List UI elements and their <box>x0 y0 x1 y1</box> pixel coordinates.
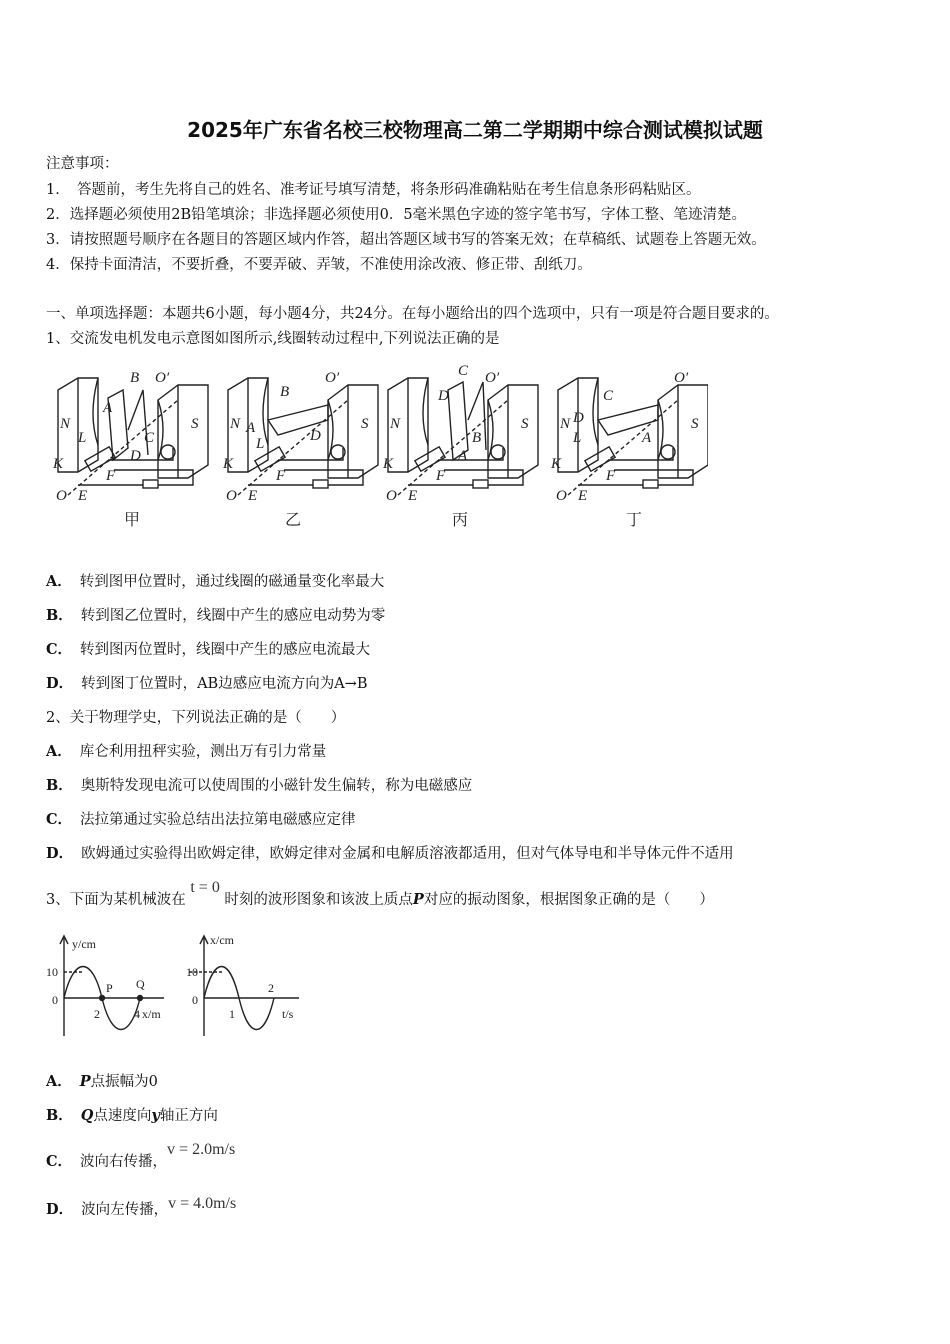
q2-option-c: C． 法拉第通过实验总结出法拉第电磁感应定律 <box>46 811 356 828</box>
svg-text:C: C <box>458 363 469 379</box>
svg-text:E: E <box>408 488 418 504</box>
section-heading: 一、单项选择题：本题共6小题，每小题4分，共24分。在每小题给出的四个选项中，只有一项是符合题目要求的。 <box>46 306 779 322</box>
figure-label: 乙 <box>285 512 302 529</box>
svg-text:F: F <box>436 468 446 484</box>
svg-text:C: C <box>603 388 614 404</box>
svg-text:F: F <box>276 468 286 484</box>
svg-text:B: B <box>280 384 290 400</box>
figure-label: 甲 <box>124 512 141 529</box>
wave-origin: 0 <box>52 993 58 1007</box>
svg-text:O: O <box>556 488 567 504</box>
notice-item: 2．选择题必须使用2B铅笔填涂；非选择题必须使用0．5毫米黑色字迹的签字笔书写，字体工整、笔迹清楚。 <box>46 207 747 223</box>
notice-item: 4．保持卡面清洁，不要折叠，不要弄破、弄皱，不准使用涂改液、修正带、刮纸刀。 <box>46 257 592 273</box>
svg-text:N: N <box>60 416 71 432</box>
figure-label: 丁 <box>626 512 643 529</box>
generator-panel-bing <box>388 378 538 495</box>
svg-text:L: L <box>573 430 582 446</box>
svg-text:D: D <box>438 388 449 404</box>
vib-amp: 10 <box>186 965 198 979</box>
svg-text:O′: O′ <box>674 370 689 386</box>
vib-ylabel: x/cm <box>210 933 234 947</box>
vib-tick: 1 <box>229 1007 235 1021</box>
svg-text:A: A <box>103 400 113 416</box>
q2-option-a: A． 库仑利用扭秤实验，测出万有引力常量 <box>46 743 327 760</box>
q3-option-d: D． 波向左传播，v = 4.0m/s <box>46 1195 237 1218</box>
svg-text:F: F <box>606 468 616 484</box>
svg-text:K: K <box>383 456 394 472</box>
q1-generator-figure <box>48 360 708 535</box>
svg-text:A: A <box>642 430 652 446</box>
svg-text:B: B <box>130 370 140 386</box>
q2-option-d: D． 欧姆通过实验得出欧姆定律，欧姆定律对金属和电解质溶液都适用，但对气体导电和半导体元件不适用 <box>46 845 734 862</box>
svg-text:N: N <box>390 416 401 432</box>
svg-text:F: F <box>106 468 116 484</box>
notice-heading: 注意事项： <box>46 156 119 172</box>
svg-text:O: O <box>226 488 237 504</box>
svg-text:C: C <box>144 430 155 446</box>
svg-text:O′: O′ <box>325 370 340 386</box>
q3-graphs <box>44 928 314 1043</box>
q1-option-d: D． 转到图丁位置时，AB边感应电流方向为A→B <box>46 675 368 692</box>
notice-item: 1． 答题前，考生先将自己的姓名、准考证号填写清楚，将条形码准确粘贴在考生信息条形码粘贴区。 <box>46 182 701 198</box>
svg-text:A: A <box>458 448 468 464</box>
q1-option-a: A． 转到图甲位置时，通过线圈的磁通量变化率最大 <box>46 573 385 590</box>
svg-text:D: D <box>130 448 141 464</box>
svg-text:L: L <box>78 430 87 446</box>
svg-text:L: L <box>256 436 265 452</box>
svg-text:D: D <box>573 410 584 426</box>
q1-option-b: B． 转到图乙位置时，线圈中产生的感应电动势为零 <box>46 607 386 624</box>
svg-text:N: N <box>230 416 241 432</box>
q3-option-a: A． P点振幅为0 <box>46 1073 158 1090</box>
q2-option-b: B． 奥斯特发现电流可以使周围的小磁针发生偏转，称为电磁感应 <box>46 777 473 794</box>
q2-stem: 2、关于物理学史，下列说法正确的是（ ） <box>46 710 346 726</box>
svg-text:K: K <box>53 456 64 472</box>
vib-xlabel: t/s <box>282 1007 294 1021</box>
q3-option-c: C． 波向右传播，v = 2.0m/s <box>46 1141 236 1170</box>
generator-panel-yi <box>228 378 378 495</box>
svg-text:K: K <box>551 456 562 472</box>
q1-stem: 1、交流发电机发电示意图如图所示,线圈转动过程中,下列说法正确的是 <box>46 331 500 347</box>
svg-text:E: E <box>578 488 588 504</box>
q3-stem: 3、下面为某机械波在 t = 0 时刻的波形图象和该波上质点P对应的振动图象，根据图象正确的是（ ） <box>46 879 714 908</box>
point-p: P <box>106 981 113 995</box>
svg-text:N: N <box>560 416 571 432</box>
svg-text:S: S <box>191 416 199 432</box>
svg-text:E: E <box>78 488 88 504</box>
q3-option-b: B． Q点速度向y轴正方向 <box>46 1107 218 1124</box>
wave-amp: 10 <box>46 965 58 979</box>
vib-origin: 0 <box>192 993 198 1007</box>
notice-item: 3．请按照题号顺序在各题目的答题区域内作答，超出答题区域书写的答案无效；在草稿纸、试题卷上答题无效。 <box>46 232 766 248</box>
svg-text:D: D <box>310 428 321 444</box>
figure-label: 丙 <box>452 512 469 529</box>
svg-text:O′: O′ <box>485 370 500 386</box>
svg-text:S: S <box>691 416 699 432</box>
svg-text:O: O <box>56 488 67 504</box>
svg-text:K: K <box>223 456 234 472</box>
page-title: 2025年广东省名校三校物理高二第二学期期中综合测试模拟试题 <box>187 118 763 142</box>
vib-tick: 2 <box>268 981 274 995</box>
svg-text:B: B <box>472 430 482 446</box>
wave-tick: 2 <box>94 1007 100 1021</box>
wave-ylabel: y/cm <box>72 937 96 951</box>
svg-text:S: S <box>521 416 529 432</box>
point-q: Q <box>136 977 145 991</box>
wave-xlabel: x/m <box>142 1007 161 1021</box>
wave-tick: 4 <box>134 1007 140 1021</box>
svg-text:A: A <box>246 420 256 436</box>
q1-option-c: C． 转到图丙位置时，线圈中产生的感应电流最大 <box>46 641 371 658</box>
svg-text:O′: O′ <box>155 370 170 386</box>
svg-text:E: E <box>248 488 258 504</box>
svg-text:O: O <box>386 488 397 504</box>
svg-text:S: S <box>361 416 369 432</box>
